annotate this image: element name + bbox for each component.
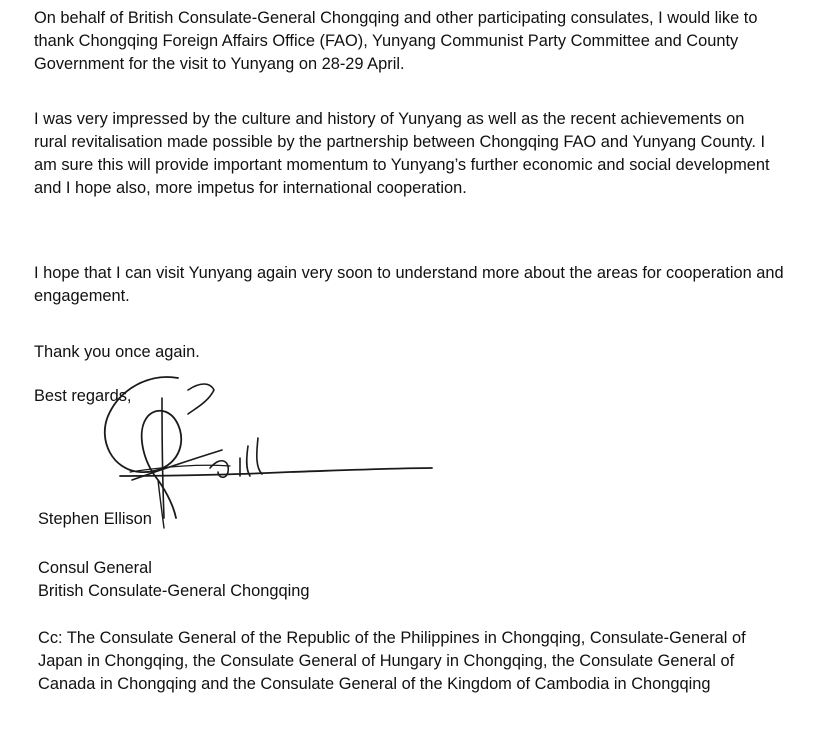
paragraph-future-visit: I hope that I can visit Yunyang again very soon to understand more about the areas for cooperation and engagement. xyxy=(34,264,784,305)
paragraph-thanks: On behalf of British Consulate-General Chongqing and other participating consulates, I would like to thank Chongqing Foreign Affairs Office (FAO), Yunyang Communist Party Committee and County Government for the visit to Yunyang on 28-29 April. xyxy=(34,9,758,73)
signatory-name: Stephen Ellison xyxy=(38,510,152,528)
signatory-title: Consul General xyxy=(38,559,152,577)
signatory-organisation: British Consulate-General Chongqing xyxy=(38,582,310,600)
paragraph-impressions: I was very impressed by the culture and history of Yunyang as well as the recent achievements on rural revitalisation made possible by the partnership between Chongqing FAO and Yunyang County. I am sure this will provide important momentum to Yunyang’s further economic and social development and I hope also, more impetus for international cooperation. xyxy=(34,110,770,197)
closing-salutation: Best regards, xyxy=(34,387,132,405)
cc-recipients: Cc: The Consulate General of the Republic of the Philippines in Chongqing, Consulate-General of Japan in Chongqing, the Consulate General of Hungary in Chongqing, the Consulate General of Canada in Chongqing and the Consulate General of the Kingdom of Cambodia in Chongqing xyxy=(38,629,746,693)
paragraph-thank-you: Thank you once again. xyxy=(34,343,200,361)
